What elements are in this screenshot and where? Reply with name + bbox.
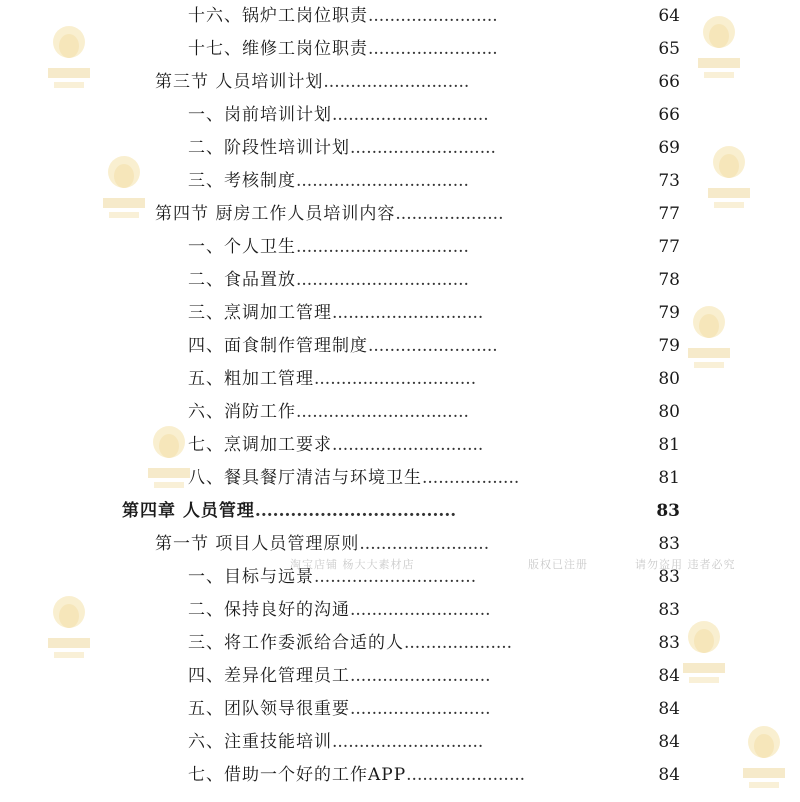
toc-leader-dots: ......................: [406, 765, 526, 785]
toc-entry-title: 三、考核制度: [188, 171, 296, 191]
toc-leader-dots: ................................: [296, 270, 469, 290]
toc-leader-dots: ........................: [368, 39, 498, 59]
toc-leader-dots: ...........................: [350, 138, 496, 158]
toc-page-number: 84: [658, 732, 680, 752]
toc-page-number: 80: [658, 369, 680, 389]
toc-entry-title: 六、消防工作: [188, 402, 296, 422]
toc-entry-title: 二、食品置放: [188, 270, 296, 290]
toc-entry-title: 第四节 厨房工作人员培训内容: [155, 204, 396, 224]
watermark-notice: 淘宝店铺 杨大大素材店: [290, 558, 415, 571]
toc-entry[interactable]: [188, 693, 491, 726]
toc-leader-dots: ........................: [368, 336, 498, 356]
toc-leader-dots: ................................: [296, 402, 469, 422]
toc-leader-dots: ................................: [296, 171, 469, 191]
toc-leader-dots: ..........................: [350, 699, 491, 719]
toc-leader-dots: ............................: [332, 303, 484, 323]
toc-page-number: 84: [658, 765, 680, 785]
toc-entry[interactable]: [188, 297, 483, 330]
toc-leader-dots: ..........................: [350, 600, 491, 620]
toc-entry[interactable]: [188, 264, 469, 297]
toc-entry[interactable]: [155, 528, 489, 561]
toc-entry[interactable]: [188, 132, 496, 165]
toc-entry[interactable]: [188, 231, 469, 264]
toc-page-number: 65: [658, 39, 680, 59]
toc-page-number: 81: [658, 468, 680, 488]
toc-page-number: 83: [658, 567, 680, 587]
watermark-notice: 版权已注册: [528, 558, 588, 571]
toc-leader-dots: ..........................: [350, 666, 491, 686]
toc-entry-title: 二、阶段性培训计划: [188, 138, 350, 158]
toc-page-number: 79: [658, 303, 680, 323]
toc-entry-title: 一、个人卫生: [188, 237, 296, 257]
toc-entry-title: 六、注重技能培训: [188, 732, 332, 752]
toc-entry[interactable]: [188, 759, 525, 792]
toc-entry-title: 三、将工作委派给合适的人: [188, 633, 404, 653]
toc-entry[interactable]: [188, 33, 498, 66]
toc-leader-dots: .............................: [332, 105, 489, 125]
toc-entry[interactable]: [188, 561, 476, 594]
toc-page-number: 80: [658, 402, 680, 422]
toc-leader-dots: ................................: [296, 237, 469, 257]
toc-page-number: 73: [658, 171, 680, 191]
watermark-logo-icon: [700, 140, 758, 218]
toc-leader-dots: ....................: [395, 204, 504, 224]
watermark-logo-icon: [735, 720, 793, 798]
toc-entry[interactable]: [188, 330, 498, 363]
toc-page-number: 83: [656, 501, 680, 521]
toc-page-number: 77: [658, 204, 680, 224]
toc-entry-title: 第四章 人员管理: [122, 501, 255, 521]
toc-leader-dots: ....................: [404, 633, 513, 653]
toc-page-number: 81: [658, 435, 680, 455]
toc-page-number: 84: [658, 699, 680, 719]
toc-entry-title: 五、粗加工管理: [188, 369, 314, 389]
watermark-notice: 请勿盗用 违者必究: [635, 558, 736, 571]
toc-entry[interactable]: [155, 66, 469, 99]
toc-entry-title: 第一节 项目人员管理原则: [155, 534, 360, 554]
toc-page-number: 64: [658, 6, 680, 26]
watermark-logo-icon: [675, 615, 733, 693]
toc-page-number: 77: [658, 237, 680, 257]
toc-entry[interactable]: [188, 165, 469, 198]
toc-leader-dots: ...........................: [323, 72, 470, 92]
toc-page-number: 78: [658, 270, 680, 290]
toc-leader-dots: ........................: [359, 534, 490, 554]
toc-leader-dots: ............................: [332, 732, 484, 752]
toc-page-number: 83: [658, 534, 680, 554]
toc-entry[interactable]: [188, 99, 489, 132]
toc-leader-dots: ............................: [332, 435, 484, 455]
toc-entry-title: 五、团队领导很重要: [188, 699, 350, 719]
toc-entry[interactable]: [188, 594, 491, 627]
toc-entry[interactable]: [188, 627, 512, 660]
toc-entry[interactable]: [188, 660, 491, 693]
toc-entry-title: 第三节 人员培训计划: [155, 72, 324, 92]
toc-entry-title: 七、烹调加工要求: [188, 435, 332, 455]
toc-leader-dots: ........................: [368, 6, 498, 26]
watermark-logo-icon: [680, 300, 738, 378]
toc-page-number: 66: [658, 72, 680, 92]
watermark-logo-icon: [40, 20, 98, 98]
toc-entry-title: 十七、维修工岗位职责: [188, 39, 368, 59]
toc-entry[interactable]: [188, 429, 483, 462]
toc-leader-dots: ..................................: [254, 501, 457, 521]
toc-page-number: 79: [658, 336, 680, 356]
toc-page-number: 83: [658, 600, 680, 620]
toc-entry[interactable]: [188, 0, 498, 33]
toc-page-number: 69: [658, 138, 680, 158]
toc-entry-title: 七、借助一个好的工作APP: [188, 765, 407, 785]
watermark-logo-icon: [95, 150, 153, 228]
toc-page-number: 83: [658, 633, 680, 653]
toc-leader-dots: ..............................: [314, 369, 477, 389]
toc-entry[interactable]: [188, 726, 483, 759]
toc-entry-title: 四、面食制作管理制度: [188, 336, 368, 356]
toc-entry-title: 一、目标与远景: [188, 567, 314, 587]
toc-page-number: 66: [658, 105, 680, 125]
toc-entry-title: 三、烹调加工管理: [188, 303, 332, 323]
toc-entry[interactable]: [188, 396, 469, 429]
toc-leader-dots: ..............................: [314, 567, 477, 587]
toc-leader-dots: ..................: [422, 468, 520, 488]
toc-entry-title: 十六、锅炉工岗位职责: [188, 6, 368, 26]
toc-chapter-entry[interactable]: [122, 495, 456, 528]
toc-page-number: 84: [658, 666, 680, 686]
toc-entry[interactable]: [155, 198, 503, 231]
toc-entry-title: 一、岗前培训计划: [188, 105, 332, 125]
toc-entry-title: 八、餐具餐厅清洁与环境卫生: [188, 468, 422, 488]
toc-entry-title: 四、差异化管理员工: [188, 666, 350, 686]
watermark-logo-icon: [40, 590, 98, 668]
toc-entry-title: 二、保持良好的沟通: [188, 600, 350, 620]
toc-entry[interactable]: [188, 363, 476, 396]
toc-entry[interactable]: [188, 462, 519, 495]
watermark-logo-icon: [690, 10, 748, 88]
